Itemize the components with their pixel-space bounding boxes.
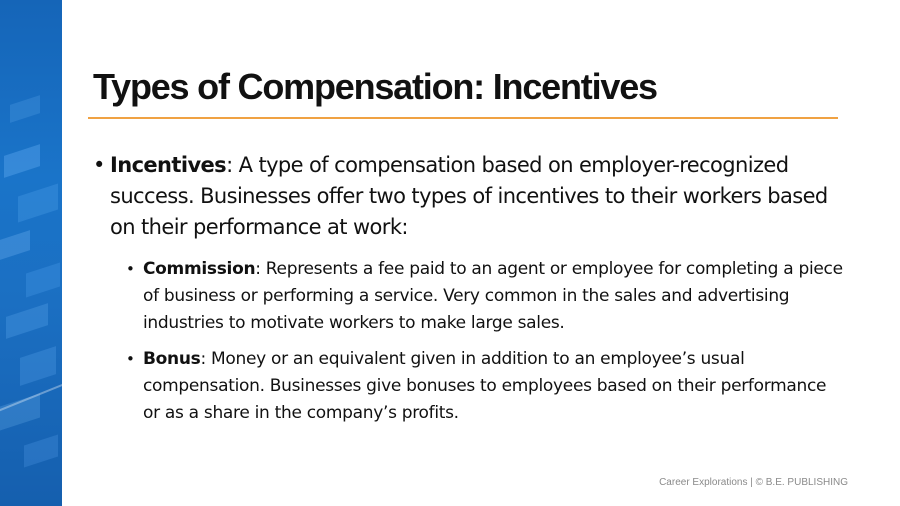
bullet-dot: •	[126, 350, 135, 368]
slide-title: Types of Compensation: Incentives	[93, 66, 657, 107]
decorative-tile	[0, 230, 30, 260]
decorative-tile	[6, 303, 48, 339]
decorative-tile	[18, 184, 58, 223]
decorative-tile	[20, 346, 56, 386]
main-bullet	[93, 150, 843, 243]
footer-credit: Career Explorations | © B.E. PUBLISHING	[659, 477, 848, 488]
decorative-tile	[0, 394, 40, 431]
sub-bullet-term: Bonus	[143, 349, 201, 369]
sub-bullet-term: Commission	[143, 259, 256, 279]
slide-content	[93, 150, 843, 436]
main-bullet-term: Incentives	[110, 153, 227, 177]
decorative-tile	[4, 144, 40, 178]
decorative-tile	[10, 95, 40, 123]
decorative-tile	[26, 262, 60, 297]
side-decorative-band	[0, 0, 62, 506]
title-underline	[88, 117, 838, 119]
sub-bullet-list	[93, 256, 843, 427]
bullet-dot: •	[93, 153, 105, 177]
sub-bullet-commission	[126, 256, 843, 337]
bullet-dot: •	[126, 260, 135, 278]
sub-bullet-text: : Represents a fee paid to an agent or employee for completing a piece of business or performing a service. Very common in the sales and advertising industries to motivate workers to make large sales.	[143, 259, 843, 333]
sub-bullet-bonus	[126, 346, 843, 427]
main-bullet-text: : A type of compensation based on employer-recognized success. Businesses offer two types of incentives to their workers based on their performance at work:	[110, 153, 828, 239]
sub-bullet-text: : Money or an equivalent given in addition to an employee’s usual compensation. Businesses give bonuses to employees based on their performance or as a share in the company’s profits.	[143, 349, 827, 423]
decorative-tile	[24, 434, 58, 467]
